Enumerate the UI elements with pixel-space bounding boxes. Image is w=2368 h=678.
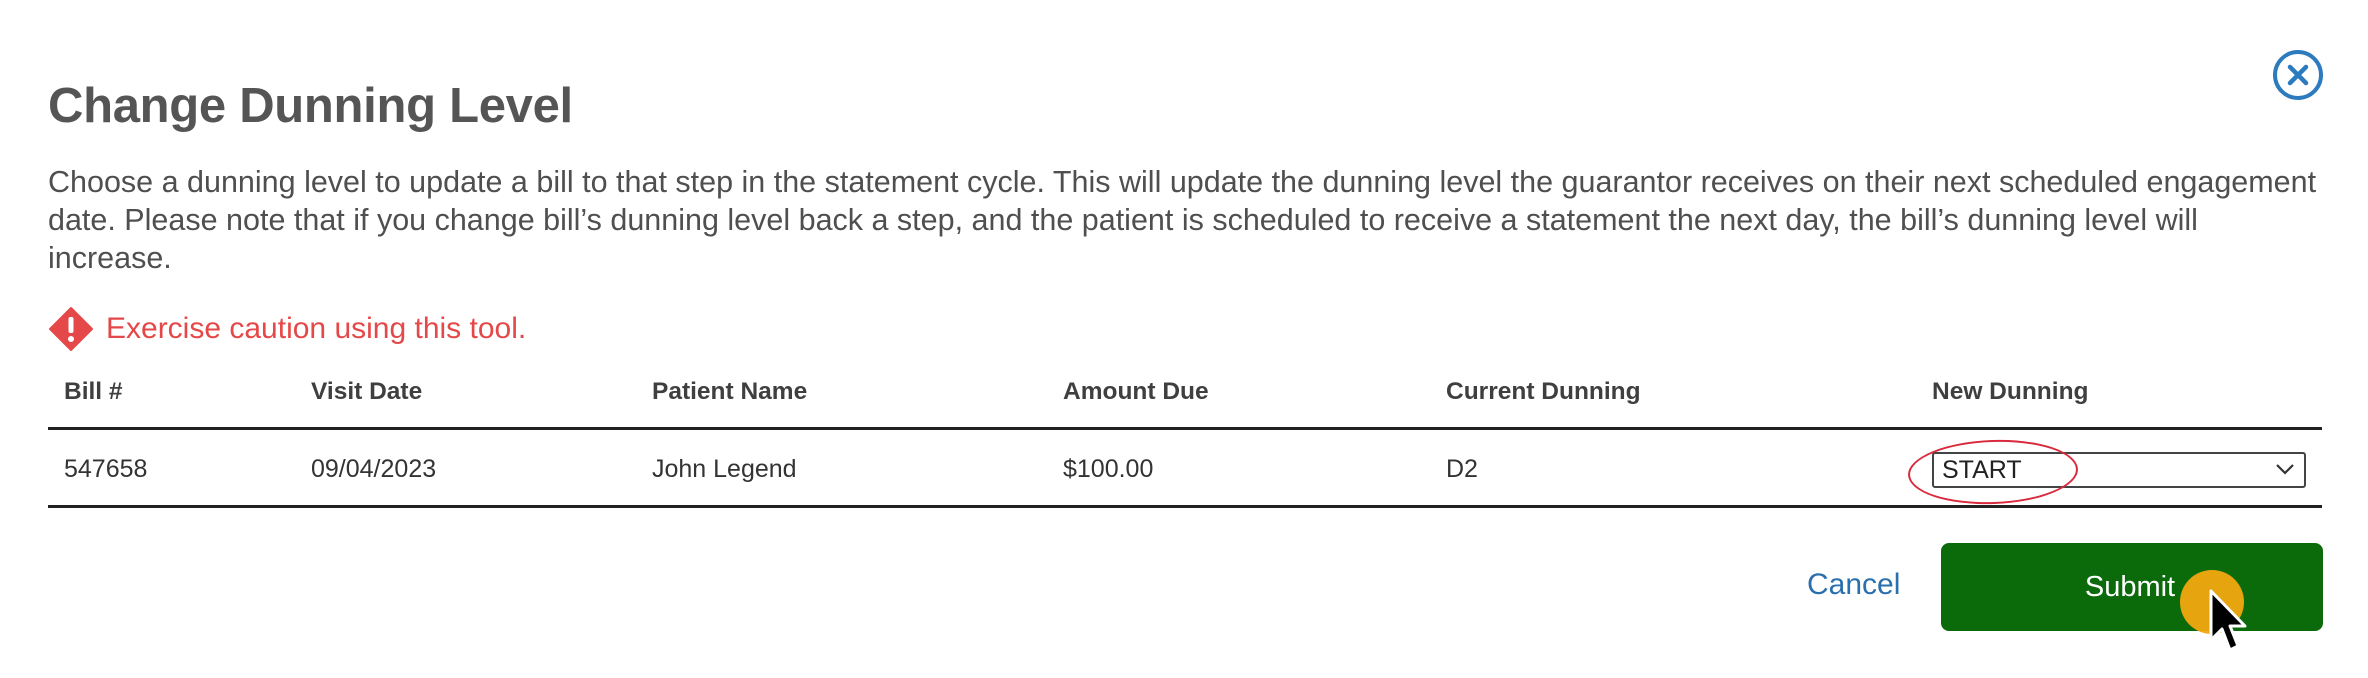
cell-patient-name: John Legend bbox=[652, 455, 797, 483]
warning-message bbox=[48, 305, 526, 353]
cell-bill: 547658 bbox=[64, 455, 148, 483]
close-icon bbox=[2287, 64, 2309, 86]
header-patient-name: Patient Name bbox=[652, 378, 808, 405]
cell-amount-due: $100.00 bbox=[1063, 455, 1154, 483]
modal-description: Choose a dunning level to update a bill to that step in the statement cycle. This will update the dunning level the guarantor receives on their next scheduled engagement date. Please note that if you change bill’s dunning level back a step, and the patient is scheduled to receive a statement the next day, the bill’s dunning level will increase. bbox=[48, 165, 2317, 275]
cell-current-dunning: D2 bbox=[1446, 455, 1478, 483]
warning-icon bbox=[48, 306, 94, 352]
modal-title: Change Dunning Level bbox=[48, 79, 573, 133]
mouse-pointer-icon bbox=[2208, 588, 2248, 656]
header-new-dunning: New Dunning bbox=[1932, 378, 2089, 405]
warning-text: Exercise caution using this tool. bbox=[106, 312, 527, 345]
new-dunning-select[interactable] bbox=[1932, 452, 2306, 488]
new-dunning-value: START bbox=[1942, 455, 2022, 484]
table-header bbox=[48, 370, 2322, 430]
cancel-button[interactable]: Cancel bbox=[1807, 568, 1901, 601]
bills-table bbox=[48, 370, 2322, 508]
cell-visit-date: 09/04/2023 bbox=[311, 455, 437, 483]
header-current-dunning: Current Dunning bbox=[1446, 378, 1641, 405]
chevron-down-icon bbox=[2276, 462, 2294, 476]
header-visit-date: Visit Date bbox=[311, 378, 423, 405]
submit-button[interactable] bbox=[1941, 543, 2323, 631]
table-row bbox=[48, 430, 2322, 508]
header-amount-due: Amount Due bbox=[1063, 378, 1209, 405]
close-button[interactable] bbox=[2273, 50, 2323, 100]
submit-label: Submit bbox=[2084, 570, 2176, 603]
header-bill: Bill # bbox=[64, 378, 123, 405]
